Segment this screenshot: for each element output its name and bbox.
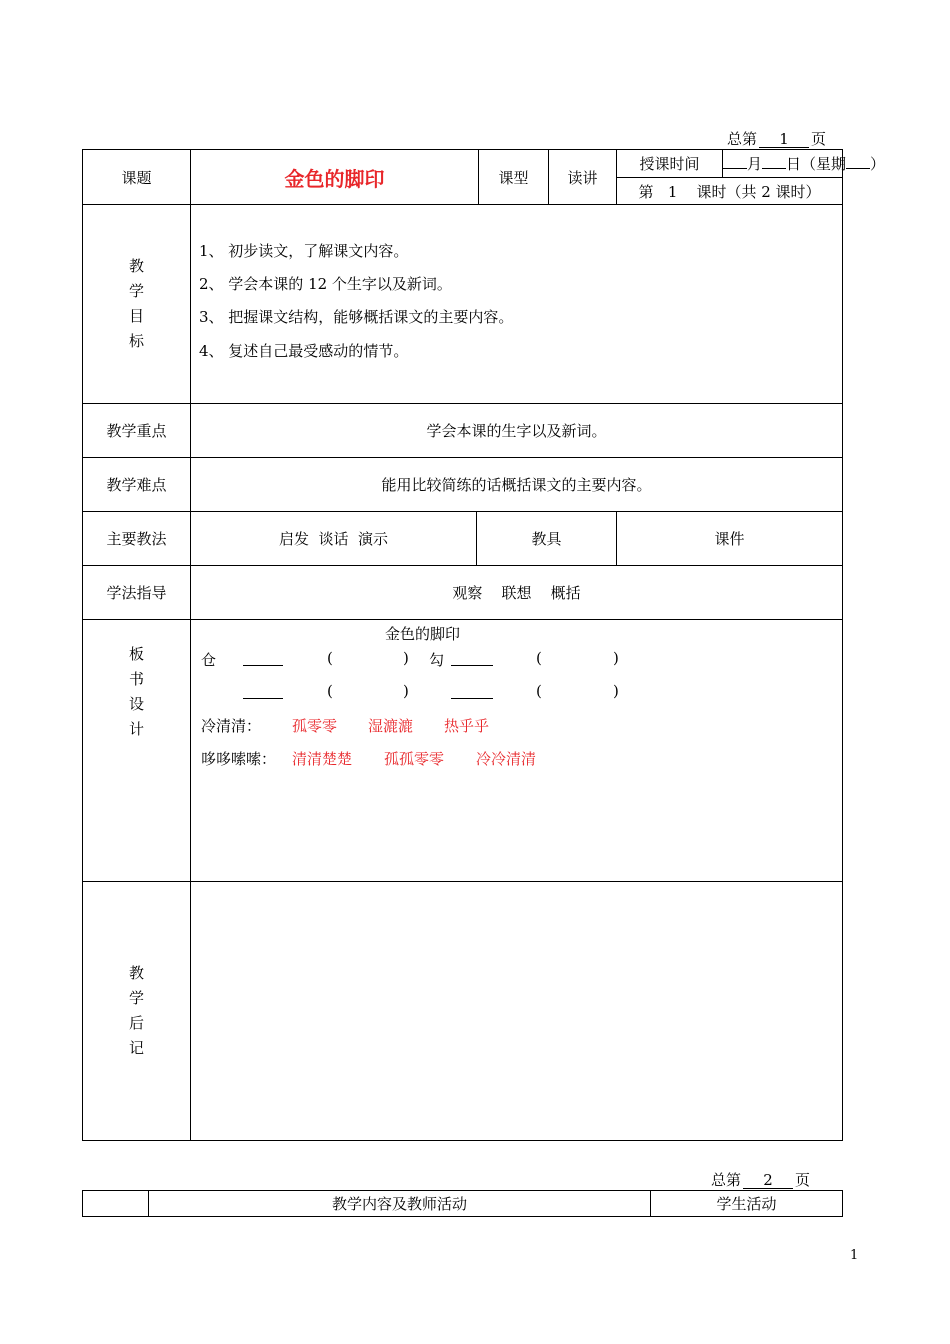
tools-label: 教具 [477, 512, 617, 566]
board-label: 板 书 设 计 [128, 645, 144, 738]
type-value: 读讲 [549, 150, 617, 205]
paren-open: ( [536, 649, 542, 667]
content-column-header: 教学内容及教师活动 [149, 1191, 651, 1217]
board-char-2: 勾 [429, 651, 445, 669]
blank-line [243, 649, 283, 670]
key-points-label: 教学重点 [83, 404, 191, 458]
row3-word: 热乎乎 [444, 717, 490, 735]
page-label-prefix: 总第 [727, 130, 758, 148]
study-value: 观察 联想 概括 [191, 566, 843, 620]
period-number: 1 [667, 182, 678, 201]
board-char-1: 仓 [201, 651, 217, 669]
methods-value: 启发 谈话 演示 [191, 512, 477, 566]
date-day: 日（星期 [786, 155, 847, 173]
blank-line [451, 682, 493, 703]
key-points-value: 学会本课的生字以及新词。 [191, 404, 843, 458]
row4-word: 清清楚楚 [292, 750, 353, 768]
row4-label: 哆哆嗦嗦： [201, 750, 277, 768]
board-cell [191, 620, 843, 882]
period-suffix: 课时（共 2 课时） [696, 182, 821, 201]
date-field [723, 150, 886, 178]
period-field [617, 178, 843, 205]
row3-word: 湿漉漉 [368, 717, 414, 735]
page-number: 2 [743, 1172, 793, 1189]
paren-open: ( [327, 649, 333, 667]
lesson-plan-table [82, 149, 886, 1141]
type-label: 课型 [479, 150, 549, 205]
period-prefix: 第 [638, 182, 654, 201]
time-label: 授课时间 [617, 150, 723, 178]
topic-title [191, 150, 479, 205]
blank-line [243, 682, 283, 703]
paren-close: ) [403, 649, 409, 667]
paren-open: ( [536, 682, 542, 700]
goal-item: 2、 学会本课的 12 个生字以及新词。 [199, 275, 452, 293]
goals-cell [191, 205, 843, 404]
page-number: 1 [759, 131, 809, 148]
row4-word: 冷冷清清 [476, 750, 537, 768]
difficulties-label: 教学难点 [83, 458, 191, 512]
page-count-2 [711, 1169, 810, 1190]
page-count-1 [727, 128, 826, 149]
paren-close: ) [403, 682, 409, 700]
tools-value: 课件 [617, 512, 843, 566]
row3-label: 冷清清： [201, 717, 262, 735]
paren-open: ( [327, 682, 333, 700]
page-label-suffix: 页 [811, 130, 827, 148]
reflection-label: 教 学 后 记 [128, 964, 144, 1057]
reflection-cell [191, 882, 843, 1141]
student-column-header: 学生活动 [651, 1191, 843, 1217]
goals-label-cell [83, 205, 191, 404]
paren-close: ) [613, 649, 619, 667]
reflection-label-cell [83, 882, 191, 1141]
activity-table [82, 1190, 843, 1217]
goal-item: 1、 初步读文，了解课文内容。 [199, 242, 409, 260]
topic-value: 金色的脚印 [284, 166, 385, 191]
goals-label: 教 学 目 标 [128, 257, 144, 350]
study-label: 学法指导 [83, 566, 191, 620]
board-title: 金色的脚印 [385, 625, 461, 643]
date-close: ） [870, 155, 886, 173]
page-label-suffix: 页 [795, 1171, 811, 1189]
page-label-prefix: 总第 [711, 1171, 742, 1189]
goal-item: 4、 复述自己最受感动的情节。 [199, 342, 409, 360]
difficulties-value: 能用比较简练的话概括课文的主要内容。 [191, 458, 843, 512]
blank-line [451, 649, 493, 670]
board-label-cell [83, 620, 191, 882]
goal-item: 3、 把握课文结构，能够概括课文的主要内容。 [199, 308, 514, 326]
topic-label: 课题 [83, 150, 191, 205]
date-month: 月 [747, 155, 763, 173]
footer-page-number: 1 [850, 1248, 859, 1263]
row3-word: 孤零零 [292, 717, 338, 735]
paren-close: ) [613, 682, 619, 700]
blank-column-header [83, 1191, 149, 1217]
methods-label: 主要教法 [83, 512, 191, 566]
row4-word: 孤孤零零 [384, 750, 445, 768]
